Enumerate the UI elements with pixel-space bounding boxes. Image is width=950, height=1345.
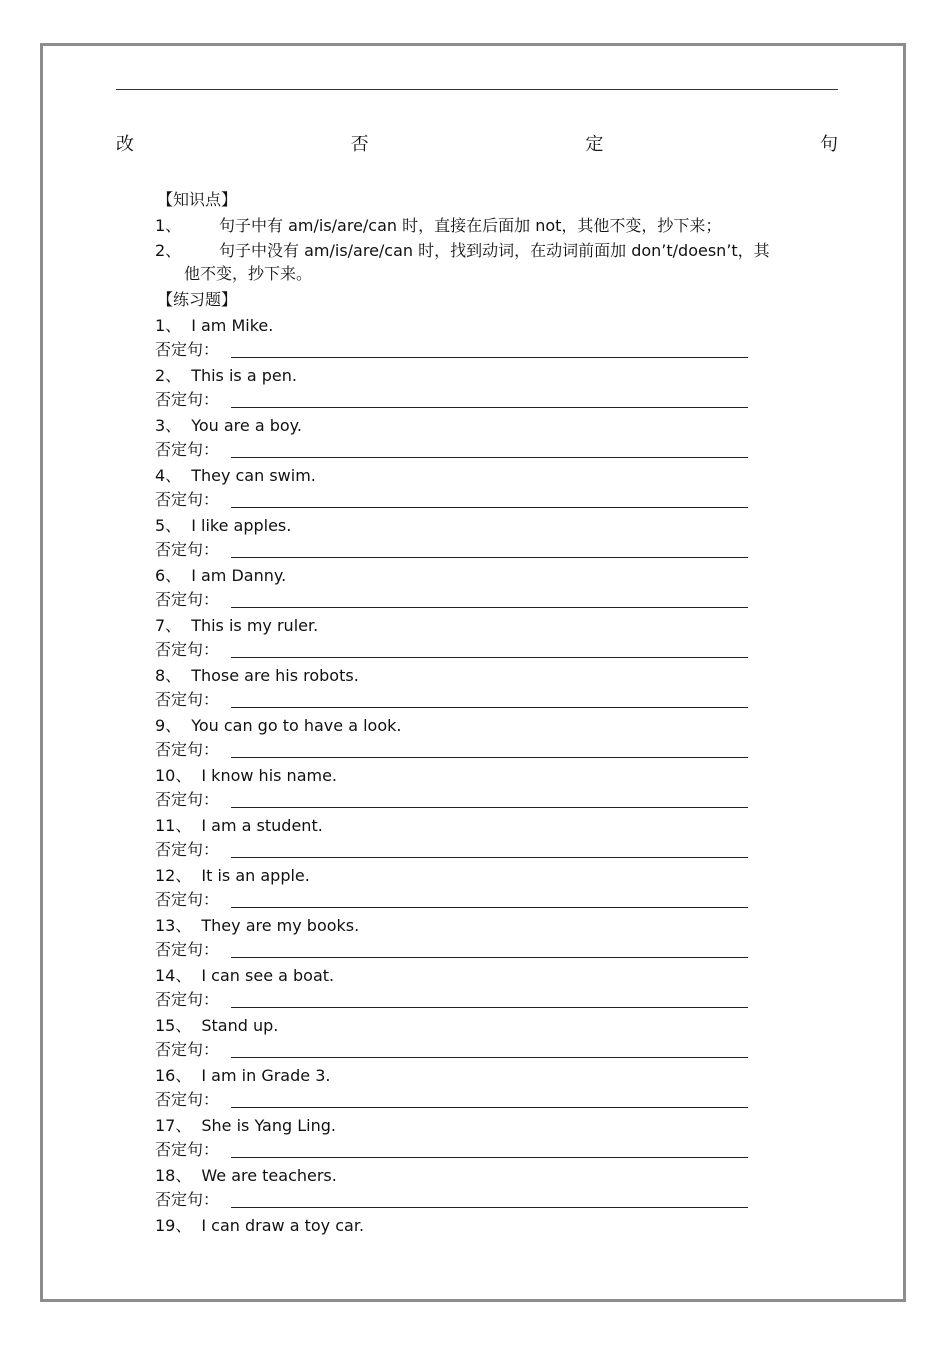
answer-label: 否定句：	[155, 690, 220, 709]
answer-blank-line[interactable]	[231, 357, 748, 358]
answer-label: 否定句：	[155, 640, 220, 659]
question-text: I can draw a toy car.	[201, 1216, 365, 1235]
question-text: She is Yang Ling.	[201, 1116, 336, 1135]
question-item	[155, 366, 297, 386]
question-number: 5、	[155, 516, 182, 535]
question-item	[155, 516, 291, 536]
answer-label: 否定句：	[155, 990, 220, 1009]
knowledge-heading: 【知识点】	[157, 190, 238, 209]
answer-row	[155, 1040, 755, 1062]
question-item	[155, 616, 318, 636]
question-item	[155, 1066, 330, 1086]
question-number: 19、	[155, 1216, 192, 1235]
rule-text: 句子中有 am/is/are/can 时，直接在后面加 not，其他不变，抄下来；	[219, 216, 722, 235]
question-text: This is my ruler.	[191, 616, 319, 635]
answer-row	[155, 690, 755, 712]
question-number: 7、	[155, 616, 182, 635]
question-number: 12、	[155, 866, 192, 885]
question-item	[155, 316, 273, 336]
question-number: 4、	[155, 466, 182, 485]
answer-blank-line[interactable]	[231, 957, 748, 958]
answer-blank-line[interactable]	[231, 1157, 748, 1158]
answer-label: 否定句：	[155, 890, 220, 909]
question-text: Those are his robots.	[191, 666, 359, 685]
answer-blank-line[interactable]	[231, 1007, 748, 1008]
answer-label: 否定句：	[155, 740, 220, 759]
answer-blank-line[interactable]	[231, 1207, 748, 1208]
answer-label: 否定句：	[155, 840, 220, 859]
answer-blank-line[interactable]	[231, 657, 748, 658]
question-number: 6、	[155, 566, 182, 585]
answer-label: 否定句：	[155, 940, 220, 959]
question-number: 15、	[155, 1016, 192, 1035]
question-item	[155, 566, 286, 586]
answer-label: 否定句：	[155, 440, 220, 459]
answer-blank-line[interactable]	[231, 807, 748, 808]
question-number: 10、	[155, 766, 192, 785]
answer-blank-line[interactable]	[231, 757, 748, 758]
question-text: We are teachers.	[201, 1166, 337, 1185]
question-text: You can go to have a look.	[191, 716, 402, 735]
answer-blank-line[interactable]	[231, 507, 748, 508]
answer-label: 否定句：	[155, 490, 220, 509]
question-text: It is an apple.	[201, 866, 310, 885]
answer-blank-line[interactable]	[231, 907, 748, 908]
question-number: 18、	[155, 1166, 192, 1185]
answer-row	[155, 540, 755, 562]
answer-label: 否定句：	[155, 790, 220, 809]
answer-row	[155, 490, 755, 512]
rule-number: 1、	[155, 216, 182, 235]
question-item	[155, 966, 334, 986]
title-char: 否	[350, 134, 369, 155]
question-number: 8、	[155, 666, 182, 685]
question-text: I like apples.	[191, 516, 292, 535]
page-title	[116, 134, 838, 156]
question-item	[155, 716, 401, 736]
answer-label: 否定句：	[155, 1040, 220, 1059]
answer-row	[155, 790, 755, 812]
answer-blank-line[interactable]	[231, 407, 748, 408]
question-item	[155, 1166, 337, 1186]
question-number: 9、	[155, 716, 182, 735]
question-text: I know his name.	[201, 766, 338, 785]
question-number: 14、	[155, 966, 192, 985]
answer-label: 否定句：	[155, 590, 220, 609]
question-text: You are a boy.	[191, 416, 302, 435]
answer-row	[155, 590, 755, 612]
question-number: 11、	[155, 816, 192, 835]
rule-text: 句子中没有 am/is/are/can 时，找到动词，在动词前面加 don’t/doesn’t，其	[219, 241, 770, 260]
rule-item	[155, 215, 835, 237]
answer-blank-line[interactable]	[231, 1107, 748, 1108]
question-item	[155, 466, 316, 486]
question-item	[155, 666, 359, 686]
question-number: 3、	[155, 416, 182, 435]
answer-blank-line[interactable]	[231, 457, 748, 458]
rule-number: 2、	[155, 241, 182, 260]
question-text: I am a student.	[201, 816, 323, 835]
title-char: 句	[819, 134, 838, 155]
question-number: 1、	[155, 316, 182, 335]
exercise-heading: 【练习题】	[157, 290, 238, 309]
question-text: This is a pen.	[191, 366, 297, 385]
answer-blank-line[interactable]	[231, 557, 748, 558]
question-text: They can swim.	[191, 466, 316, 485]
answer-row	[155, 1190, 755, 1212]
question-item	[155, 866, 310, 886]
question-item	[155, 416, 302, 436]
question-number: 16、	[155, 1066, 192, 1085]
answer-row	[155, 740, 755, 762]
answer-row	[155, 1090, 755, 1112]
question-text: They are my books.	[201, 916, 360, 935]
question-item	[155, 816, 323, 836]
answer-row	[155, 840, 755, 862]
rule-text-continued: 他不变，抄下来。	[184, 264, 313, 283]
answer-row	[155, 340, 755, 362]
answer-blank-line[interactable]	[231, 607, 748, 608]
question-text: I can see a boat.	[201, 966, 335, 985]
answer-blank-line[interactable]	[231, 1057, 748, 1058]
answer-row	[155, 890, 755, 912]
question-item	[155, 1216, 364, 1236]
rule-item	[155, 240, 835, 262]
answer-row	[155, 640, 755, 662]
answer-label: 否定句：	[155, 540, 220, 559]
answer-label: 否定句：	[155, 1190, 220, 1209]
answer-blank-line[interactable]	[231, 707, 748, 708]
question-text: I am Danny.	[191, 566, 287, 585]
answer-row	[155, 990, 755, 1012]
question-number: 13、	[155, 916, 192, 935]
header-rule	[116, 89, 838, 90]
question-item	[155, 916, 359, 936]
answer-label: 否定句：	[155, 390, 220, 409]
answer-row	[155, 940, 755, 962]
answer-row	[155, 1140, 755, 1162]
question-text: I am Mike.	[191, 316, 274, 335]
question-number: 2、	[155, 366, 182, 385]
answer-label: 否定句：	[155, 1140, 220, 1159]
title-char: 定	[585, 134, 604, 155]
question-item	[155, 766, 337, 786]
title-char: 改	[116, 134, 134, 155]
question-item	[155, 1016, 278, 1036]
question-item	[155, 1116, 336, 1136]
question-text: Stand up.	[201, 1016, 279, 1035]
answer-row	[155, 440, 755, 462]
answer-blank-line[interactable]	[231, 857, 748, 858]
answer-label: 否定句：	[155, 1090, 220, 1109]
answer-row	[155, 390, 755, 412]
answer-label: 否定句：	[155, 340, 220, 359]
question-text: I am in Grade 3.	[201, 1066, 331, 1085]
question-number: 17、	[155, 1116, 192, 1135]
